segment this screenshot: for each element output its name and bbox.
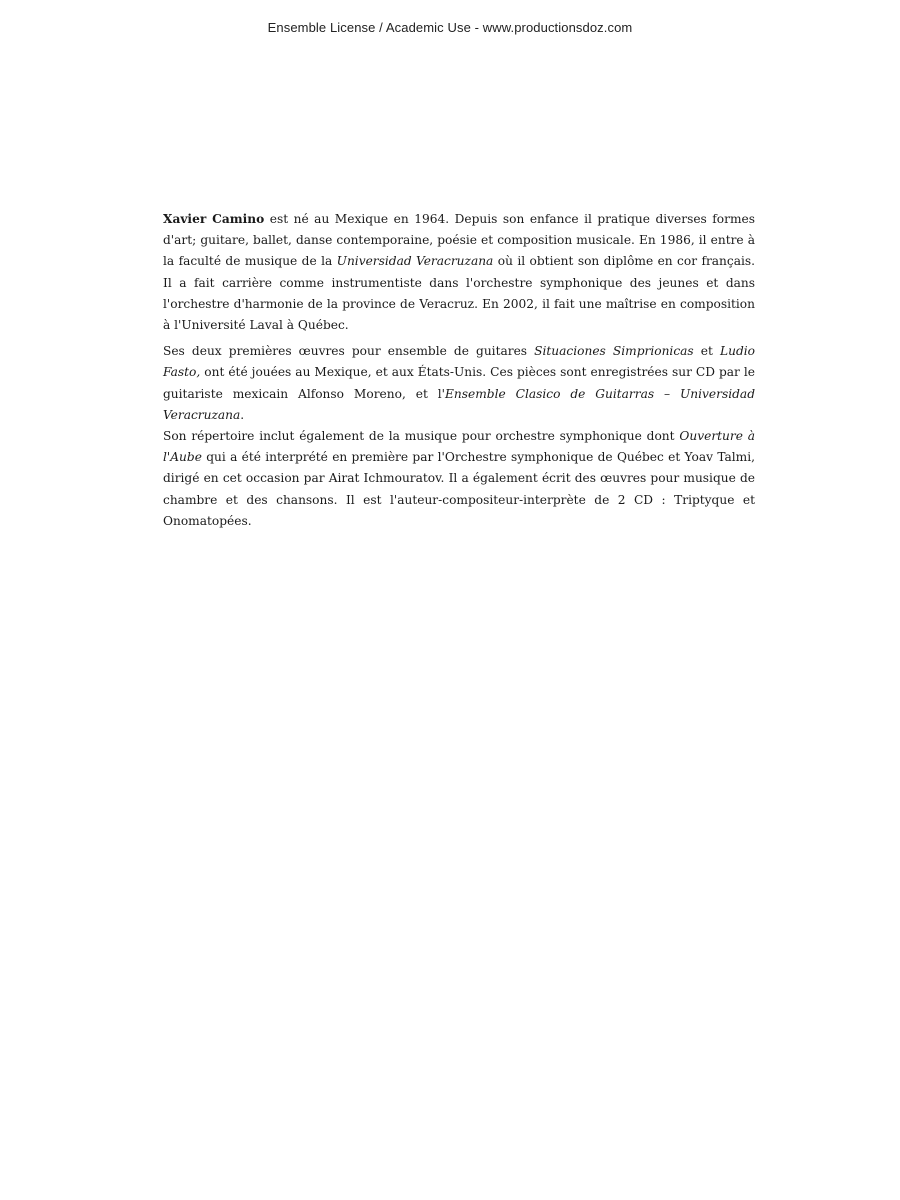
license-header: Ensemble License / Academic Use - www.productionsdoz.com — [267, 20, 633, 35]
bio-text: qui a été interprété en première par l'Orchestre symphonique de Québec et Yoav Talmi, dirigé en cet occasion par Airat Ichmouratov. Il a également écrit des œuvres pour musique de chambre et des chansons. Il est l'auteur-compositeur-interprète de 2 CD : Triptyque et Onomatopées. — [163, 450, 755, 528]
bio-text: où il obtient son diplôme en cor français. Il a fait carrière comme instrumentiste dans l'orchestre symphonique des jeunes et dans l'orchestre d'harmonie de la province de Veracruz. En 2002, il fait une maîtrise en composition à l'Université Laval à Québec. — [163, 254, 756, 333]
bio-text: est né au Mexique en 1964. Depuis son enfance il pratique diverses formes d'art; guitare, ballet, danse contemporaine, poésie et composition musicale. En 1986, il entre à la faculté de musique de la — [163, 212, 755, 269]
biography-text — [163, 209, 755, 532]
bio-text: et — [693, 344, 721, 359]
bio-text: . — [240, 407, 245, 422]
composer-name: Xavier Camino — [163, 212, 265, 226]
work-title: Ouverture à l'Aube — [163, 429, 755, 465]
bio-paragraph-3 — [163, 426, 755, 532]
bio-text: Ses deux premières œuvres pour ensemble de guitares — [163, 344, 535, 359]
bio-paragraph-2 — [163, 341, 755, 426]
institution-name: Universidad Veracruzana — [336, 254, 494, 269]
bio-text: Son répertoire inclut également de la musique pour orchestre symphonique dont — [163, 429, 680, 444]
work-title: Ludio Fasto, — [163, 344, 755, 380]
work-title: Situaciones Simprionicas — [534, 344, 694, 359]
bio-text: ont été jouées au Mexique, et aux États-Unis. Ces pièces sont enregistrées sur CD par le guitariste mexicain Alfonso Moreno, et l' — [163, 365, 755, 401]
ensemble-name: Ensemble Clasico de Guitarras – Universidad Veracruzana — [163, 386, 755, 422]
bio-paragraph-1 — [163, 209, 755, 336]
